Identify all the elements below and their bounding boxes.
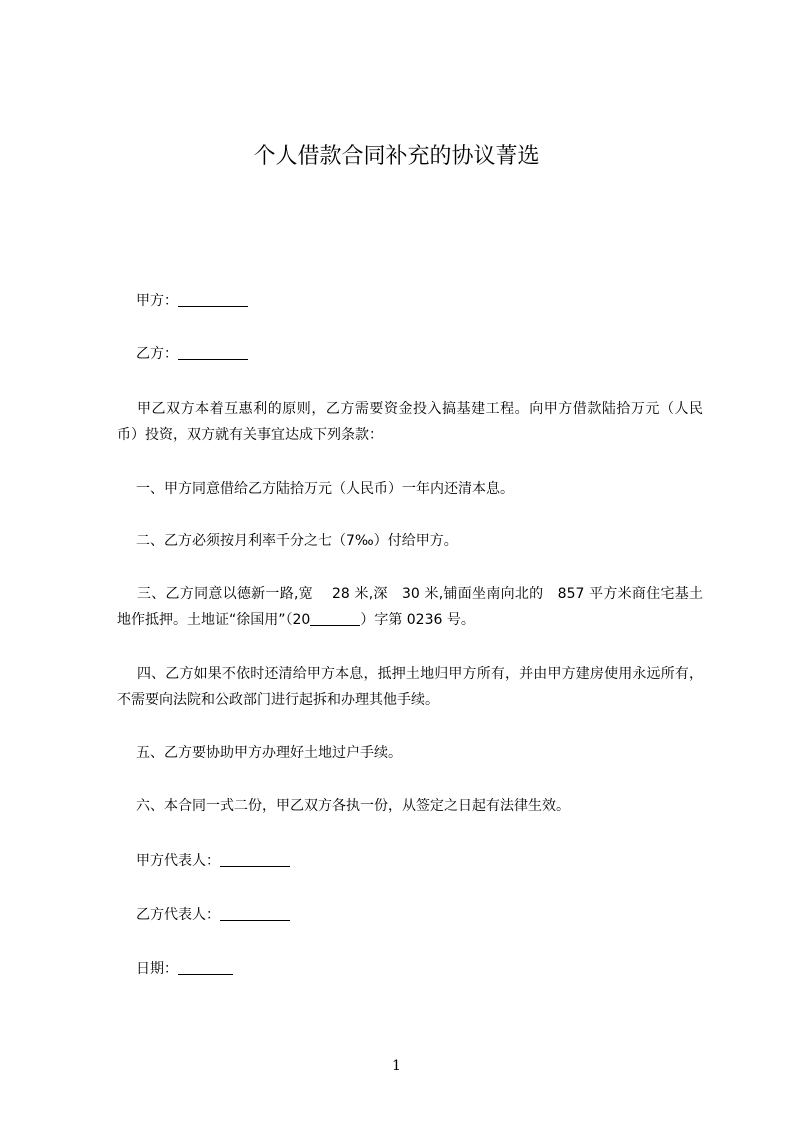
party-a-line bbox=[136, 291, 248, 311]
clause-1: 一、甲方同意借给乙方陆拾万元（人民币）一年内还清本息。 bbox=[136, 481, 514, 497]
clause-2: 二、乙方必须按月利率千分之七（7‰）付给甲方。 bbox=[136, 533, 458, 549]
clause-4: 四、乙方如果不依时还清给甲方本息，抵押土地归甲方所有，并由甲方建房使用永远所有，不需要向法院和公政部门进行起拆和办理其他手续。 bbox=[117, 666, 703, 708]
date-blank bbox=[178, 960, 233, 975]
party-a-label: 甲方： bbox=[136, 293, 178, 309]
party-b-line bbox=[136, 344, 248, 364]
clause-3-text-end: ）字第 0236 号。 bbox=[360, 612, 475, 628]
page-number: 1 bbox=[392, 1058, 401, 1074]
rep-a-blank bbox=[220, 852, 290, 867]
intro-paragraph: 甲乙双方本着互惠利的原则，乙方需要资金投入搞基建工程。向甲方借款陆拾万元（人民币）投资，双方就有关事宜达成下列条款： bbox=[117, 401, 703, 443]
date-label: 日期： bbox=[136, 961, 178, 977]
rep-a-line bbox=[136, 851, 290, 871]
clause-3-year-blank bbox=[310, 611, 360, 626]
party-a-blank bbox=[178, 292, 248, 307]
party-b-blank bbox=[178, 345, 248, 360]
date-line bbox=[136, 959, 233, 979]
clause-5: 五、乙方要协助甲方办理好土地过户手续。 bbox=[136, 745, 402, 761]
clause-3 bbox=[117, 581, 703, 633]
party-b-label: 乙方： bbox=[136, 346, 178, 362]
document-title: 个人借款合同补充的协议菁选 bbox=[253, 144, 540, 169]
rep-b-line bbox=[136, 905, 290, 925]
rep-a-label: 甲方代表人： bbox=[136, 853, 220, 869]
clause-6: 六、本合同一式二份，甲乙双方各执一份，从签定之日起有法律生效。 bbox=[136, 798, 570, 814]
rep-b-blank bbox=[220, 906, 290, 921]
clause-3-text: 三、乙方同意以德新一路,宽 28 米,深 30 米,铺面坐南向北的 857 平方米商住宅基土地作抵押。土地证“徐国用”（20 bbox=[117, 586, 703, 628]
rep-b-label: 乙方代表人： bbox=[136, 907, 220, 923]
